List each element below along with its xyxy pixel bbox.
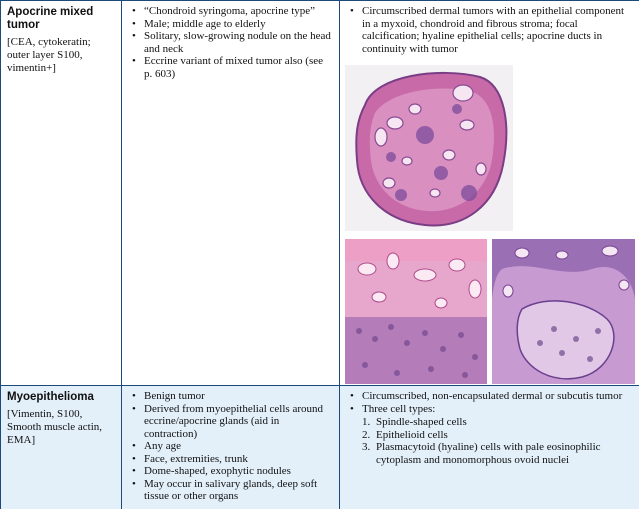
clinical-cell xyxy=(122,1,340,386)
item-text: Plasmacytoid (hyaline) cells with pale eosinophilic cytoplasm and monomorphous ovoid nuclei xyxy=(376,441,601,466)
list-item: • May occur in salivary glands, deep soft tissue or other organs xyxy=(128,478,333,503)
list-item: • Three cell types: xyxy=(346,403,633,416)
micrograph-low-power xyxy=(345,65,513,231)
histology-cell xyxy=(340,386,639,509)
item-text: Epithelioid cells xyxy=(376,428,448,441)
cell-type-list xyxy=(346,416,633,466)
list-item: • Dome-shaped, exophytic nodules xyxy=(128,465,333,478)
histology-list xyxy=(346,5,633,55)
list-item: • Circumscribed dermal tumors with an epithelial component in a myxoid, chondroid and fibrous stroma; focal calcification; hyaline epithelial cells; apocrine ducts in continuity with tumor xyxy=(346,5,633,55)
list-item xyxy=(346,441,633,466)
entity-cell xyxy=(1,1,122,386)
micrograph-medium-power-right xyxy=(492,239,635,384)
clinical-list xyxy=(128,5,333,80)
stain-profile: [CEA, cytokeratin; outer layer S100, vimentin+] xyxy=(7,36,91,74)
list-item: • Circumscribed, non-encapsulated dermal or subcutis tumor xyxy=(346,390,633,403)
list-item xyxy=(346,429,633,442)
table-row xyxy=(1,386,639,509)
histology-list xyxy=(346,390,633,415)
list-item: • Any age xyxy=(128,440,333,453)
micrograph-medium-power-left xyxy=(345,239,487,384)
entity-name: Apocrine mixed tumor xyxy=(7,6,94,31)
list-item: • Solitary, slow-growing nodule on the head and neck xyxy=(128,30,333,55)
list-item: • Male; middle age to elderly xyxy=(128,18,333,31)
entity-name: Myoepithelioma xyxy=(7,391,94,403)
stain-profile: [Vimentin, S100, Smooth muscle actin, EMA] xyxy=(7,408,103,446)
list-item: • Benign tumor xyxy=(128,390,333,403)
clinical-cell xyxy=(122,386,340,509)
list-item: • Derived from myoepithelial cells around eccrine/apocrine glands (aid in contraction) xyxy=(128,403,333,441)
clinical-list xyxy=(128,390,333,503)
item-number: 2. xyxy=(362,428,371,441)
item-number: 1. xyxy=(362,416,371,428)
list-item: • Eccrine variant of mixed tumor also (see p. 603) xyxy=(128,55,333,80)
item-number: 3. xyxy=(362,441,371,453)
list-item xyxy=(346,416,633,429)
list-item: • Face, extremities, trunk xyxy=(128,453,333,466)
entity-cell xyxy=(1,386,122,509)
list-item: • “Chondroid syringoma, apocrine type” xyxy=(128,5,333,18)
item-text: Spindle-shaped cells xyxy=(376,416,467,428)
